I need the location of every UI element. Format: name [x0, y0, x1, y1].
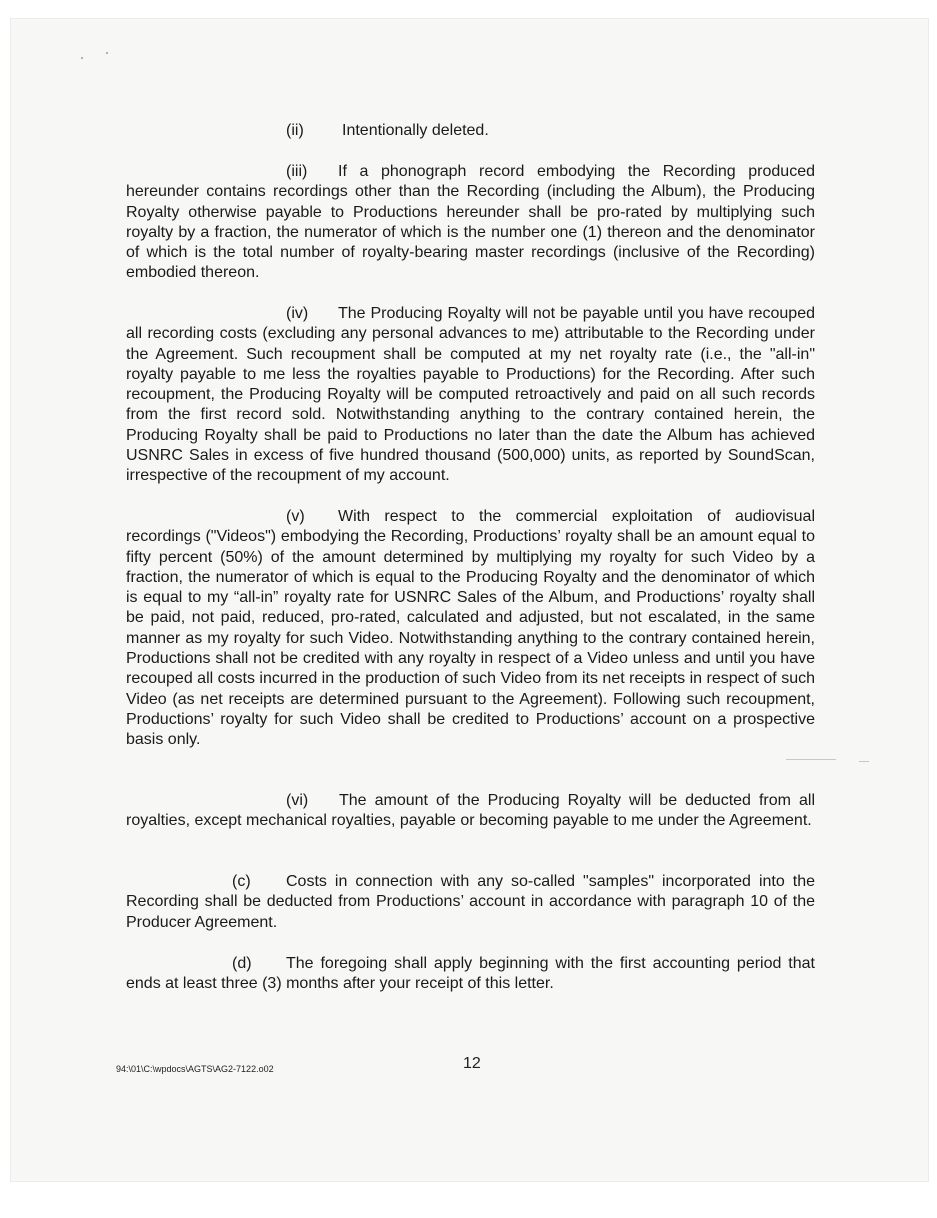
paragraph-text: If a phonograph record embodying the Recording produced hereunder contains recordings other than the Recording (including the Album), the Producing Royalty otherwise payable to Productions hereunder shall be pro-rated by multiplying such royalty by a fraction, the numerator of which is the number one (1) thereon and the denominator of which is the total number of royalty-bearing master recordings (inclusive of the Recording) embodied thereon. — [126, 163, 815, 282]
paragraph-text: The amount of the Producing Royalty will be deducted from all royalties, except mechanical royalties, payable or becoming payable to me under the Agreement. — [126, 792, 815, 830]
document-page — [10, 18, 929, 1182]
paragraph-iv — [126, 304, 815, 487]
paragraph-iii — [126, 162, 815, 284]
paragraph-marker: (v) — [286, 508, 305, 525]
paragraph-ii — [126, 121, 815, 141]
paragraph-d — [126, 954, 815, 995]
paragraph-marker: (c) — [232, 873, 251, 890]
paragraph-text: Intentionally deleted. — [342, 122, 489, 139]
paragraph-text: Costs in connection with any so-called "samples" incorporated into the Recording shall be deducted from Productions’ account in accordance with paragraph 10 of the Producer Agreement. — [126, 873, 815, 931]
paragraph-v — [126, 507, 815, 751]
paragraph-marker: (vi) — [286, 792, 309, 809]
paragraph-vi — [126, 791, 815, 832]
paragraph-text: The Producing Royalty will not be payable until you have recouped all recording costs (excluding any personal advances to me) attributable to the Recording under the Agreement. Such recoupment shall be computed at my net royalty rate (i.e., the "all-in" royalty payable to me less the royalties payable to Productions) for the Recording. After such recoupment, the Producing Royalty will be computed retroactively and paid on all such records from the first record sold. Notwithstanding anything to the contrary contained herein, the Producing Royalty shall be paid to Productions no later than the date the Album has achieved USNRC Sales in excess of five hundred thousand (500,000) units, as reported by SoundScan, irrespective of the recoupment of my account. — [126, 305, 815, 485]
paragraph-c — [126, 872, 815, 933]
paragraph-marker: (d) — [232, 955, 252, 972]
paragraph-marker: (ii) — [286, 122, 304, 139]
paragraph-marker: (iv) — [286, 305, 309, 322]
scan-speck — [81, 57, 83, 59]
paragraph-marker: (iii) — [286, 163, 308, 180]
footer-file-path: 94:\01\C:\wpdocs\AGTS\AG2-7122.o02 — [116, 1064, 274, 1074]
scan-mark — [786, 759, 836, 760]
scan-mark — [859, 761, 869, 762]
paragraph-text: With respect to the commercial exploitation of audiovisual recordings ("Videos") embodying the Recording, Productions’ royalty shall be an amount equal to fifty percent (50%) of the amount determined by multiplying my royalty for such Video by a fraction, the numerator of which is equal to the Producing Royalty and the denominator of which is equal to my “all-in” royalty rate for USNRC Sales of the Album, and Productions’ royalty shall be paid, not paid, reduced, pro-rated, calculated and adjusted, but not escalated, in the same manner as my royalty for such Video. Notwithstanding anything to the contrary contained herein, Productions shall not be credited with any royalty in respect of a Video unless and until you have recouped all costs incurred in the production of such Video from its net receipts in respect of such Video (as net receipts are determined pursuant to the Agreement). Following such recoupment, Productions’ royalty for such Video shall be credited to Productions’ account on a prospective basis only. — [126, 508, 815, 749]
scan-speck — [106, 52, 108, 54]
paragraph-text: The foregoing shall apply beginning with the first accounting period that ends at least three (3) months after your receipt of this letter. — [126, 955, 815, 993]
page-number: 12 — [463, 1055, 481, 1072]
